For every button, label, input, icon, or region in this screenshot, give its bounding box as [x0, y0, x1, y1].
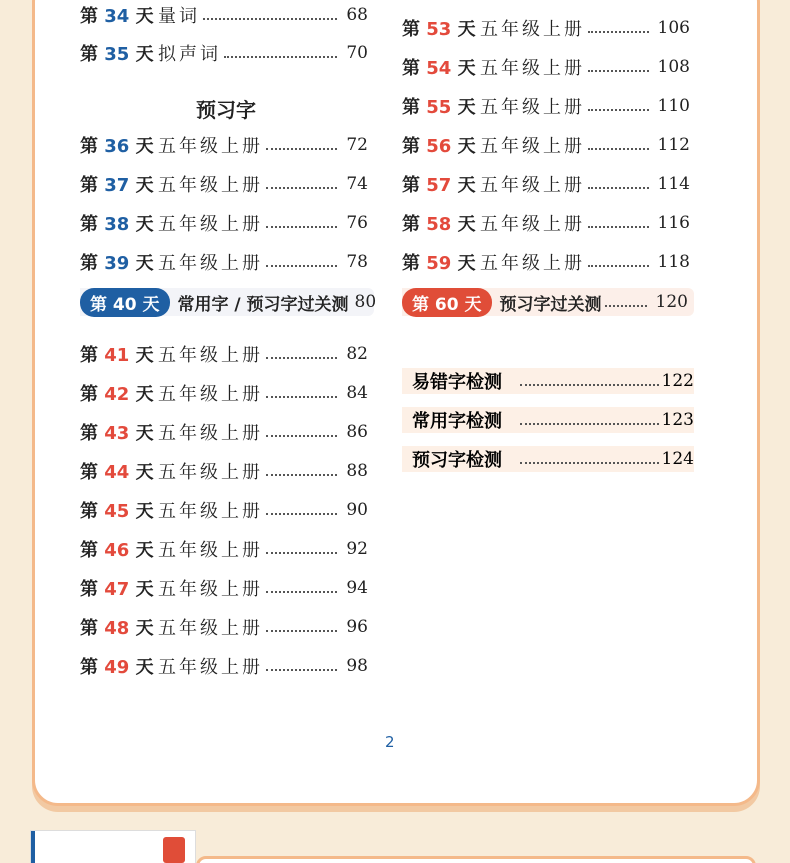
toc-title: 五年级上册 — [158, 540, 263, 561]
page-number: 2 — [385, 733, 395, 751]
toc-page: 70 — [346, 43, 368, 63]
toc-page: 120 — [655, 292, 688, 312]
toc-title: 拟声词 — [158, 44, 221, 65]
toc-row[interactable]: 第 47 天 五年级上册 94 — [80, 573, 368, 603]
toc-row[interactable]: 第 43 天 五年级上册 86 — [80, 417, 368, 447]
leader-dots — [203, 18, 337, 20]
toc-title: 五年级上册 — [158, 214, 263, 235]
toc-page: 92 — [346, 539, 368, 559]
toc-row[interactable]: 第 38 天 五年级上册 76 — [80, 208, 368, 238]
toc-page: 90 — [346, 500, 368, 520]
check-title: 易错字检测 — [412, 372, 502, 393]
leader-dots — [605, 305, 648, 307]
toc-row[interactable]: 第 58 天 五年级上册 116 — [402, 208, 690, 238]
toc-title: 五年级上册 — [158, 579, 263, 600]
toc-page: 94 — [346, 578, 368, 598]
toc-page: 82 — [346, 344, 368, 364]
toc-row[interactable]: 第 59 天 五年级上册 118 — [402, 247, 690, 277]
toc-page: 72 — [346, 135, 368, 155]
toc-title: 五年级上册 — [480, 58, 585, 79]
toc-page: 98 — [346, 656, 368, 676]
toc-row[interactable]: 第 55 天 五年级上册 110 — [402, 91, 690, 121]
check-title: 预习字检测 — [412, 450, 502, 471]
toc-page: 114 — [657, 174, 690, 194]
book-logo-icon — [163, 837, 185, 863]
toc-page: 80 — [354, 292, 377, 312]
leader-dots — [266, 396, 337, 398]
toc-title: 五年级上册 — [158, 423, 263, 444]
toc-page: 123 — [661, 410, 694, 430]
toc-title: 五年级上册 — [158, 345, 263, 366]
leader-dots — [520, 423, 659, 425]
leader-dots — [588, 70, 649, 72]
toc-row[interactable]: 第 37 天 五年级上册 74 — [80, 169, 368, 199]
toc-page: 78 — [346, 252, 368, 272]
leader-dots — [588, 187, 649, 189]
leader-dots — [266, 357, 337, 359]
toc-row[interactable]: 第 42 天 五年级上册 84 — [80, 378, 368, 408]
toc-row[interactable]: 第 48 天 五年级上册 96 — [80, 612, 368, 642]
toc-row[interactable]: 第 46 天 五年级上册 92 — [80, 534, 368, 564]
leader-dots — [266, 474, 337, 476]
toc-title: 五年级上册 — [158, 136, 263, 157]
toc-title: 五年级上册 — [480, 136, 585, 157]
leader-dots — [266, 187, 337, 189]
test-title: 预习字过关测 — [499, 294, 602, 315]
leader-dots — [520, 462, 659, 464]
leader-dots — [266, 148, 337, 150]
check-row[interactable] — [402, 446, 694, 472]
toc-row[interactable]: 第 56 天 五年级上册 112 — [402, 130, 690, 160]
leader-dots — [266, 435, 337, 437]
test-row[interactable] — [80, 288, 377, 316]
toc-page: 112 — [657, 135, 690, 155]
leader-dots — [266, 552, 337, 554]
toc-page: 86 — [346, 422, 368, 442]
leader-dots — [266, 669, 337, 671]
leader-dots — [266, 226, 337, 228]
toc-row[interactable]: 第 54 天 五年级上册 108 — [402, 52, 690, 82]
toc-title: 五年级上册 — [158, 618, 263, 639]
toc-page: 118 — [657, 252, 690, 272]
toc-page: 74 — [346, 174, 368, 194]
leader-dots — [588, 148, 649, 150]
toc-title: 五年级上册 — [158, 501, 263, 522]
leader-dots — [520, 384, 659, 386]
leader-dots — [224, 56, 337, 58]
toc-title: 量词 — [158, 6, 200, 27]
toc-row[interactable]: 第 35 天 拟声词 70 — [80, 38, 368, 68]
toc-title: 五年级上册 — [158, 384, 263, 405]
section-title: 预习字 — [196, 98, 256, 122]
toc-page: 84 — [346, 383, 368, 403]
toc-row[interactable]: 第 57 天 五年级上册 114 — [402, 169, 690, 199]
toc-title: 五年级上册 — [480, 19, 585, 40]
leader-dots — [588, 31, 649, 33]
toc-page: 116 — [657, 213, 690, 233]
toc-title: 五年级上册 — [158, 462, 263, 483]
toc-title: 五年级上册 — [480, 214, 585, 235]
toc-row[interactable]: 第 45 天 五年级上册 90 — [80, 495, 368, 525]
toc-row[interactable]: 第 36 天 五年级上册 72 — [80, 130, 368, 160]
day-badge: 第 40 天 — [80, 288, 170, 317]
toc-title: 五年级上册 — [480, 175, 585, 196]
toc-title: 五年级上册 — [158, 253, 263, 274]
check-row[interactable] — [402, 368, 694, 394]
leader-dots — [266, 591, 337, 593]
toc-page: 110 — [657, 96, 690, 116]
day-badge: 第 60 天 — [402, 288, 492, 317]
test-row[interactable] — [402, 288, 694, 316]
leader-dots — [588, 109, 649, 111]
leader-dots — [266, 630, 337, 632]
toc-title: 五年级上册 — [480, 97, 585, 118]
toc-page: 96 — [346, 617, 368, 637]
check-row[interactable] — [402, 407, 694, 433]
toc-row[interactable]: 第 44 天 五年级上册 88 — [80, 456, 368, 486]
test-title: 常用字 / 预习字过关测 — [177, 294, 349, 315]
toc-row[interactable]: 第 49 天 五年级上册 98 — [80, 651, 368, 681]
leader-dots — [588, 265, 649, 267]
toc-row[interactable]: 第 34 天 量词 68 — [80, 0, 368, 30]
toc-row[interactable]: 第 39 天 五年级上册 78 — [80, 247, 368, 277]
toc-page: 76 — [346, 213, 368, 233]
toc-page: 68 — [346, 5, 368, 25]
toc-title: 五年级上册 — [480, 253, 585, 274]
check-title: 常用字检测 — [412, 411, 502, 432]
leader-dots — [266, 265, 337, 267]
book-thumbnail — [30, 830, 196, 863]
toc-page: 124 — [661, 449, 694, 469]
toc-row[interactable]: 第 41 天 五年级上册 82 — [80, 339, 368, 369]
toc-row[interactable]: 第 53 天 五年级上册 106 — [402, 13, 690, 43]
toc-title: 五年级上册 — [158, 657, 263, 678]
next-card-edge — [196, 856, 756, 863]
toc-page: 106 — [657, 18, 690, 38]
toc-page: 108 — [657, 57, 690, 77]
leader-dots — [266, 513, 337, 515]
toc-page: 122 — [661, 371, 694, 391]
toc-title: 五年级上册 — [158, 175, 263, 196]
toc-page: 88 — [346, 461, 368, 481]
leader-dots — [588, 226, 649, 228]
book-spine — [31, 831, 35, 863]
